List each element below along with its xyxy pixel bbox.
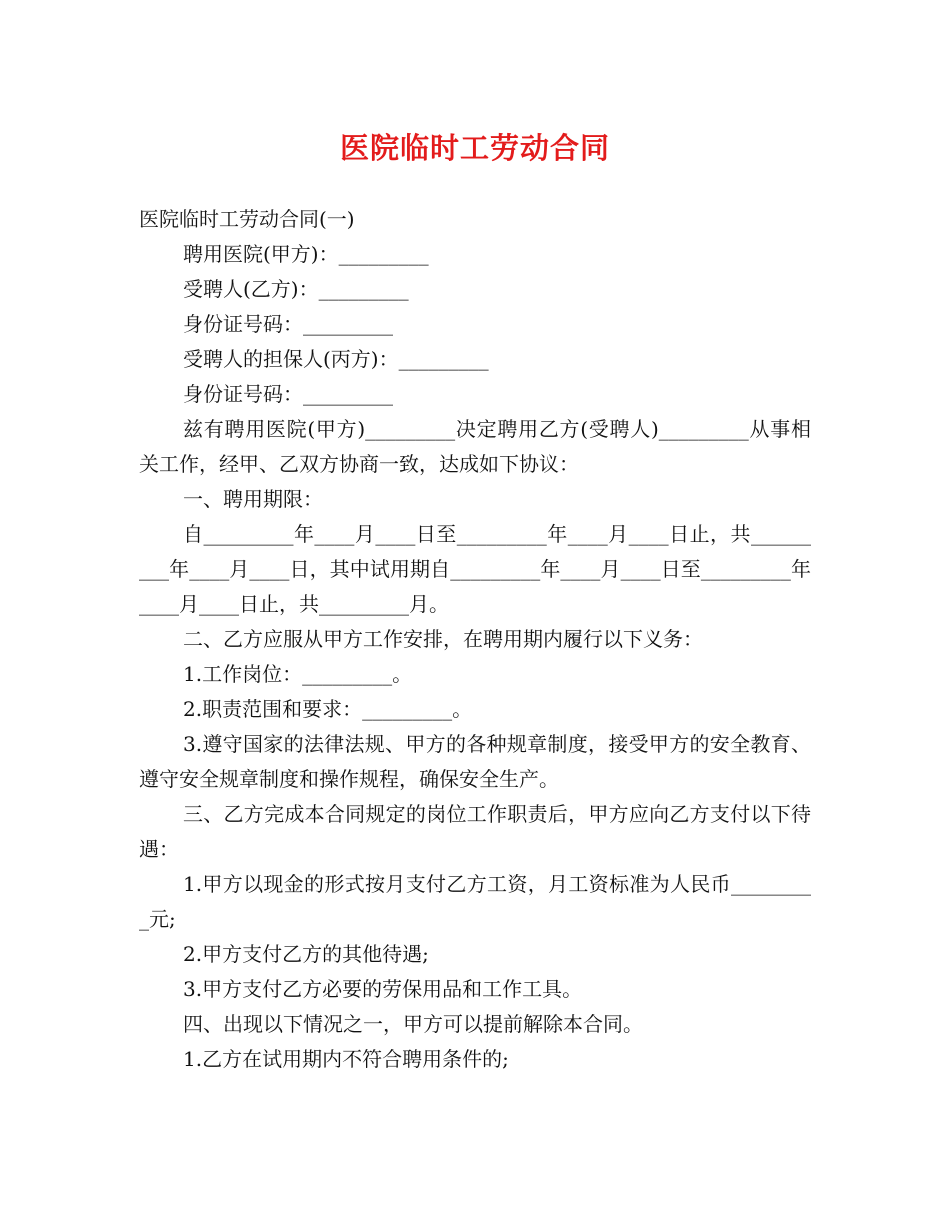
party-c-line: 受聘人的担保人(丙方)：_________ (183, 347, 489, 371)
duty-item-scope: 2.职责范围和要求：_________。 (183, 697, 473, 721)
benefit-item-salary: 1.甲方以现金的形式按月支付乙方工资，月工资标准为人民币_________元; (139, 872, 811, 931)
duty-item-compliance: 3.遵守国家的法律法规、甲方的各种规章制度，接受甲方的安全教育、遵守安全规章制度和操作规程，确保安全生产。 (139, 732, 811, 791)
document-body (139, 202, 811, 1077)
party-b-id-line: 身份证号码：_________ (183, 312, 393, 336)
section-heading-termination: 四、出现以下情况之一，甲方可以提前解除本合同。 (183, 1012, 643, 1036)
duty-item-post: 1.工作岗位：_________。 (183, 662, 413, 686)
party-b-line: 受聘人(乙方)：_________ (183, 277, 409, 301)
contract-subtitle: 医院临时工劳动合同(一) (139, 207, 355, 231)
termination-item-probation: 1.乙方在试用期内不符合聘用条件的; (183, 1047, 509, 1071)
section-heading-benefits: 三、乙方完成本合同规定的岗位工作职责后，甲方应向乙方支付以下待遇： (139, 802, 811, 861)
document-title: 医院临时工劳动合同 (339, 131, 610, 165)
section-heading-duties: 二、乙方应服从甲方工作安排，在聘用期内履行以下义务： (183, 627, 703, 651)
preamble-paragraph: 兹有聘用医院(甲方)_________决定聘用乙方(受聘人)_________从事相关工作，经甲、乙双方协商一致，达成如下协议： (139, 417, 811, 476)
section-heading-term: 一、聘用期限： (183, 487, 323, 511)
benefit-item-other: 2.甲方支付乙方的其他待遇; (183, 942, 429, 966)
benefit-item-equipment: 3.甲方支付乙方必要的劳保用品和工作工具。 (183, 977, 583, 1001)
term-paragraph: 自_________年____月____日至_________年____月____日止，共_________年____月____日，其中试用期自_________年____月____日至_________年____月____日止，共_________月。 (139, 522, 811, 616)
party-a-line: 聘用医院(甲方)：_________ (183, 242, 429, 266)
party-c-id-line: 身份证号码：_________ (183, 382, 393, 406)
